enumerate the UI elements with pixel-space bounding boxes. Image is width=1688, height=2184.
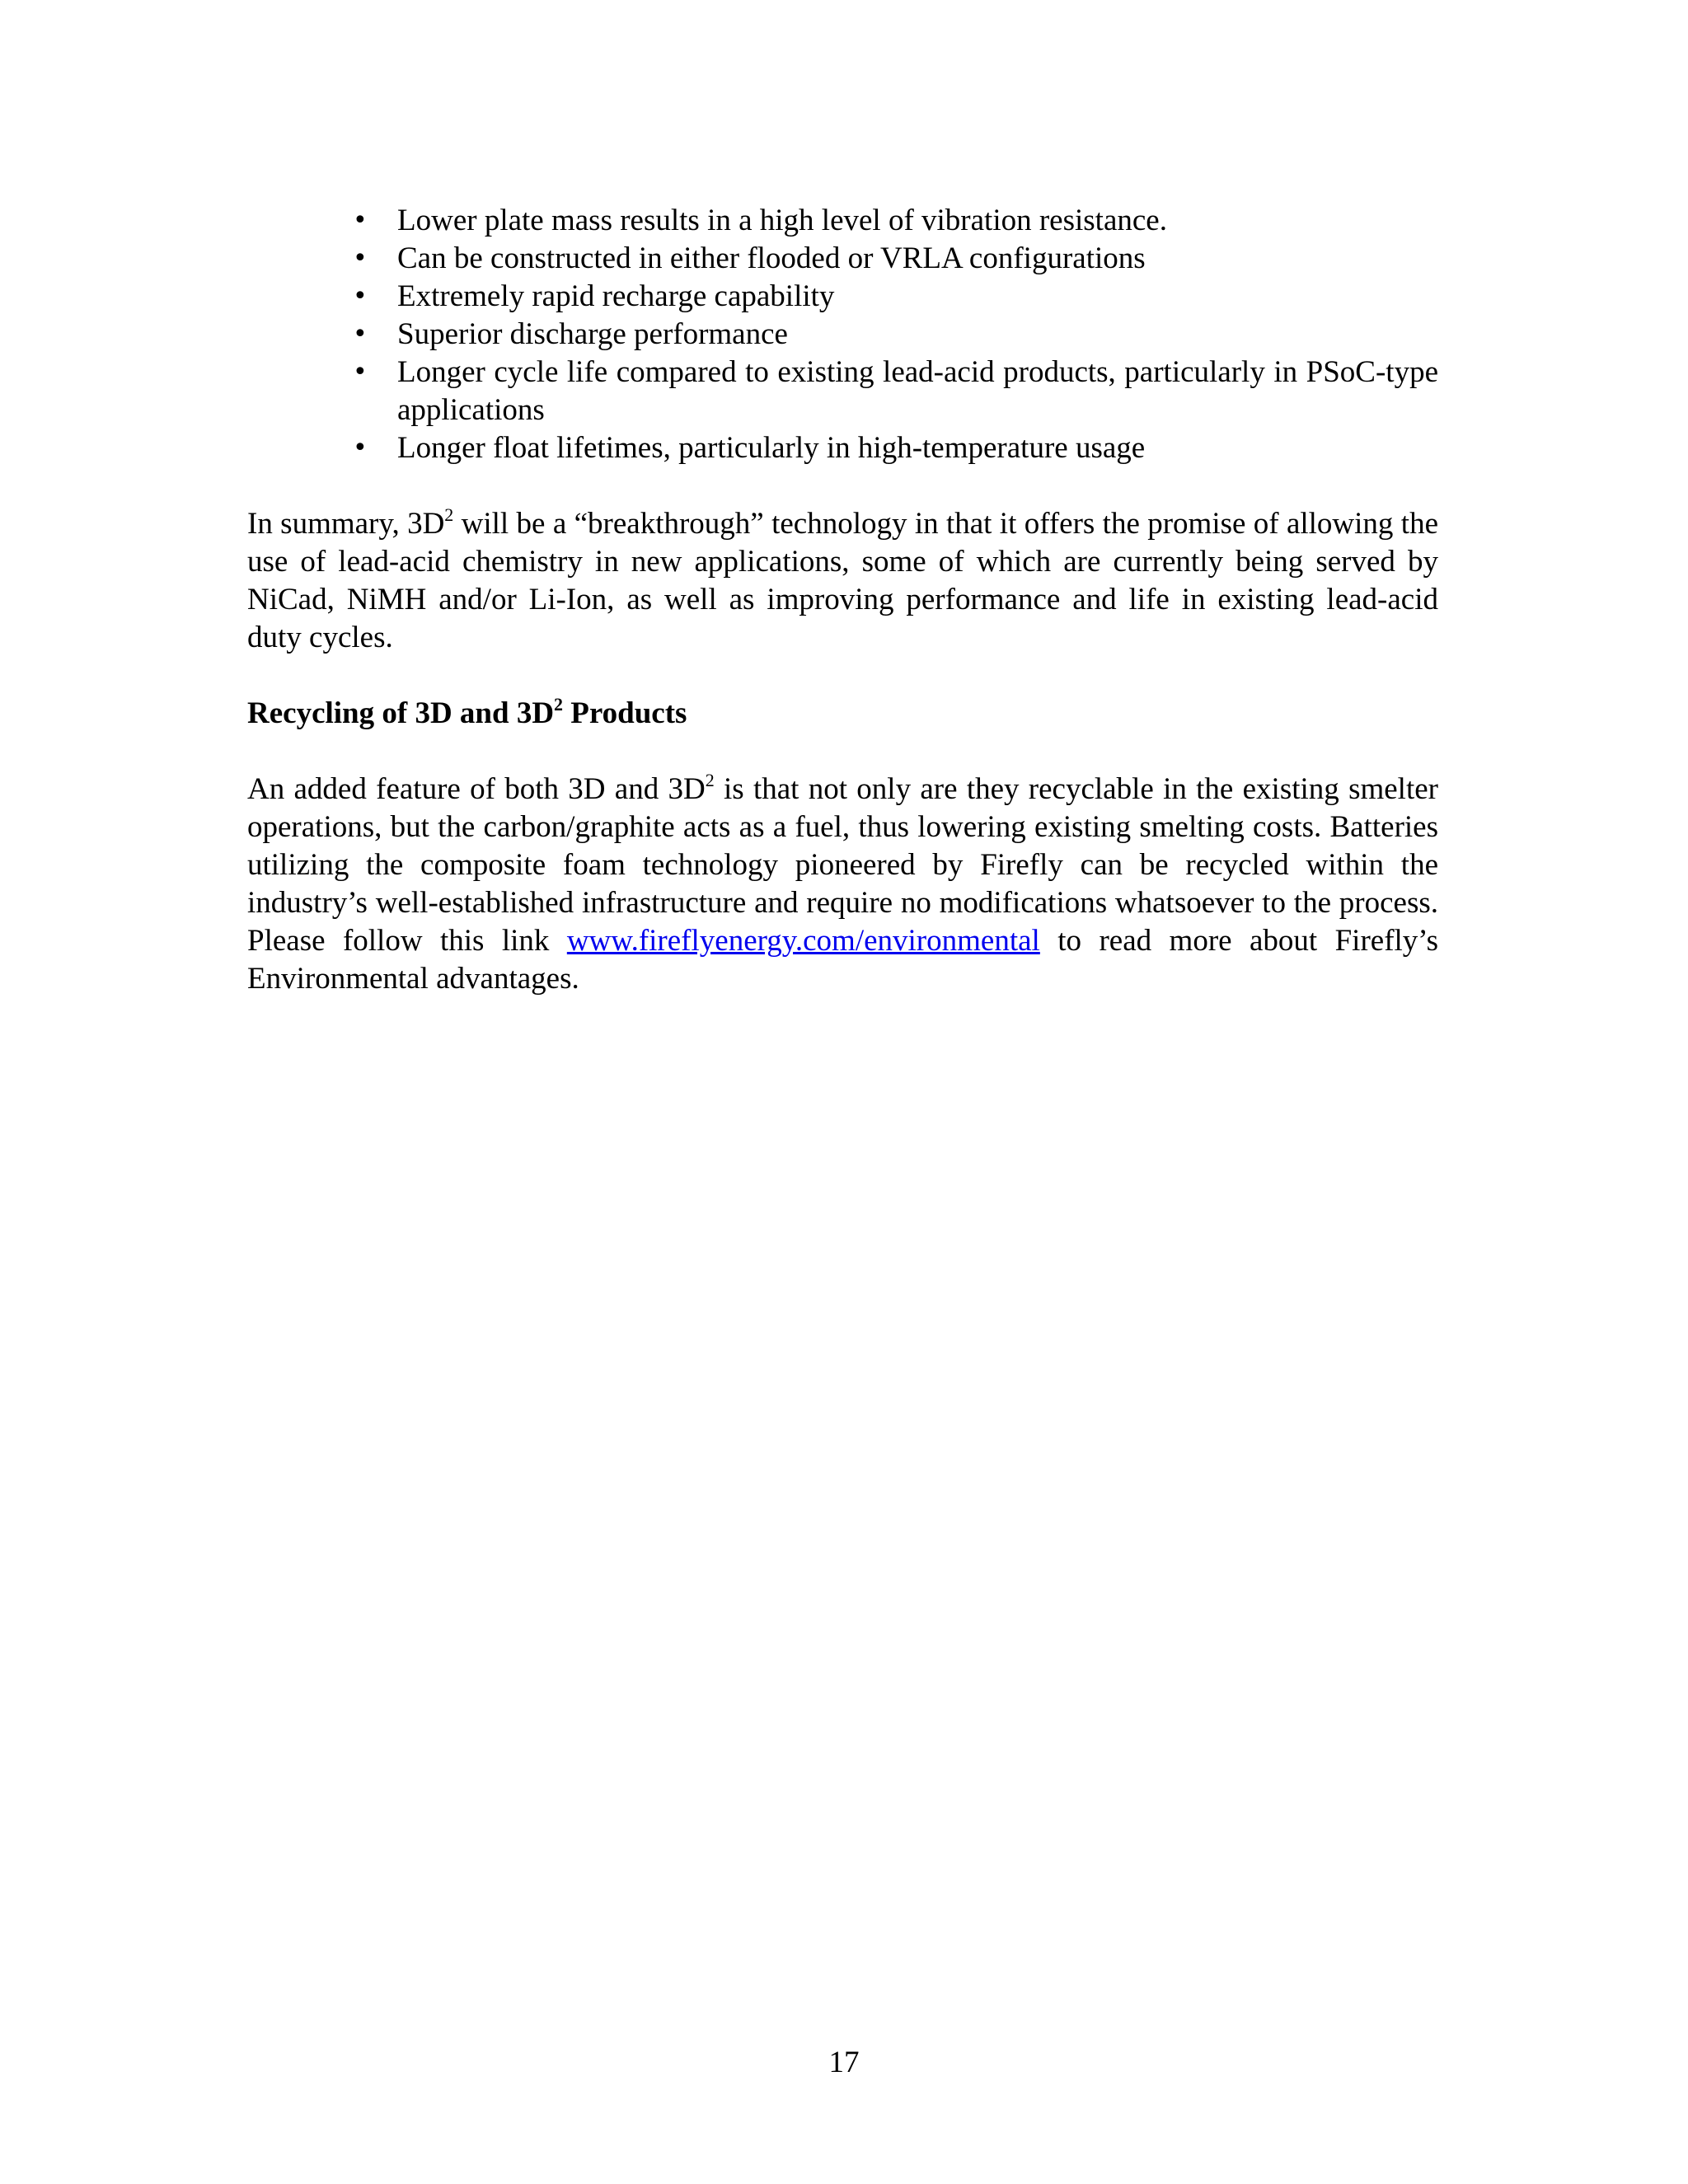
summary-text-end: will be a “breakthrough” technology in that it offers the promise of allowing the use of lead-acid chemistry in new applications, some of which are currently being served by NiCad, NiMH and/or Li-Ion, as well as improving performance and life in existing lead-acid duty cycles.: [247, 507, 1438, 654]
section-heading-start: Recycling of 3D and 3D: [247, 696, 555, 730]
bullet-icon: •: [353, 282, 368, 311]
bullet-item: [353, 278, 1438, 316]
recycling-text-end: to read more about Firefly’s Environmental advantages.: [247, 924, 1438, 996]
bullet-item: [353, 316, 1438, 354]
feature-bullet-list: [247, 202, 1438, 467]
recycling-text-middle: is that not only are they recyclable in the existing smelter operations, but the carbon/graphite acts as a fuel, thus lowering existing smelting costs. Batteries utilizing the composite foam technology pioneered by Firefly can be recycled within the industry’s well-established infrastructure and require no modifications whatsoever to the process. Please follow this link: [247, 772, 1438, 958]
recycling-text-start: An added feature of both 3D and 3D: [247, 772, 706, 806]
bullet-icon: •: [353, 434, 368, 462]
section-heading-superscript: 2: [554, 694, 564, 715]
summary-superscript: 2: [444, 504, 454, 525]
bullet-text: Extremely rapid recharge capability: [397, 279, 835, 313]
bullet-icon: •: [353, 244, 368, 273]
recycling-paragraph: [247, 771, 1438, 998]
bullet-item: [353, 202, 1438, 240]
environmental-link[interactable]: www.fireflyenergy.com/environmental: [566, 924, 1040, 958]
section-heading-end: Products: [563, 696, 687, 730]
bullet-item: [353, 354, 1438, 429]
recycling-superscript: 2: [705, 770, 715, 790]
page-number: 17: [828, 2046, 860, 2079]
section-heading: [247, 695, 1438, 733]
summary-text-start: In summary, 3D: [247, 507, 445, 541]
page-content: [247, 202, 1438, 998]
bullet-icon: •: [353, 320, 368, 349]
bullet-icon: •: [353, 358, 368, 387]
bullet-text: Can be constructed in either flooded or VRLA configurations: [397, 241, 1146, 275]
bullet-text: Longer cycle life compared to existing lead-acid products, particularly in PSoC-type applications: [397, 355, 1438, 427]
bullet-item: [353, 429, 1438, 467]
bullet-item: [353, 240, 1438, 278]
bullet-icon: •: [353, 206, 368, 235]
bullet-text: Lower plate mass results in a high level of vibration resistance.: [397, 204, 1167, 237]
bullet-text: Longer float lifetimes, particularly in high-temperature usage: [397, 431, 1146, 465]
summary-paragraph: [247, 505, 1438, 657]
bullet-text: Superior discharge performance: [397, 317, 788, 351]
